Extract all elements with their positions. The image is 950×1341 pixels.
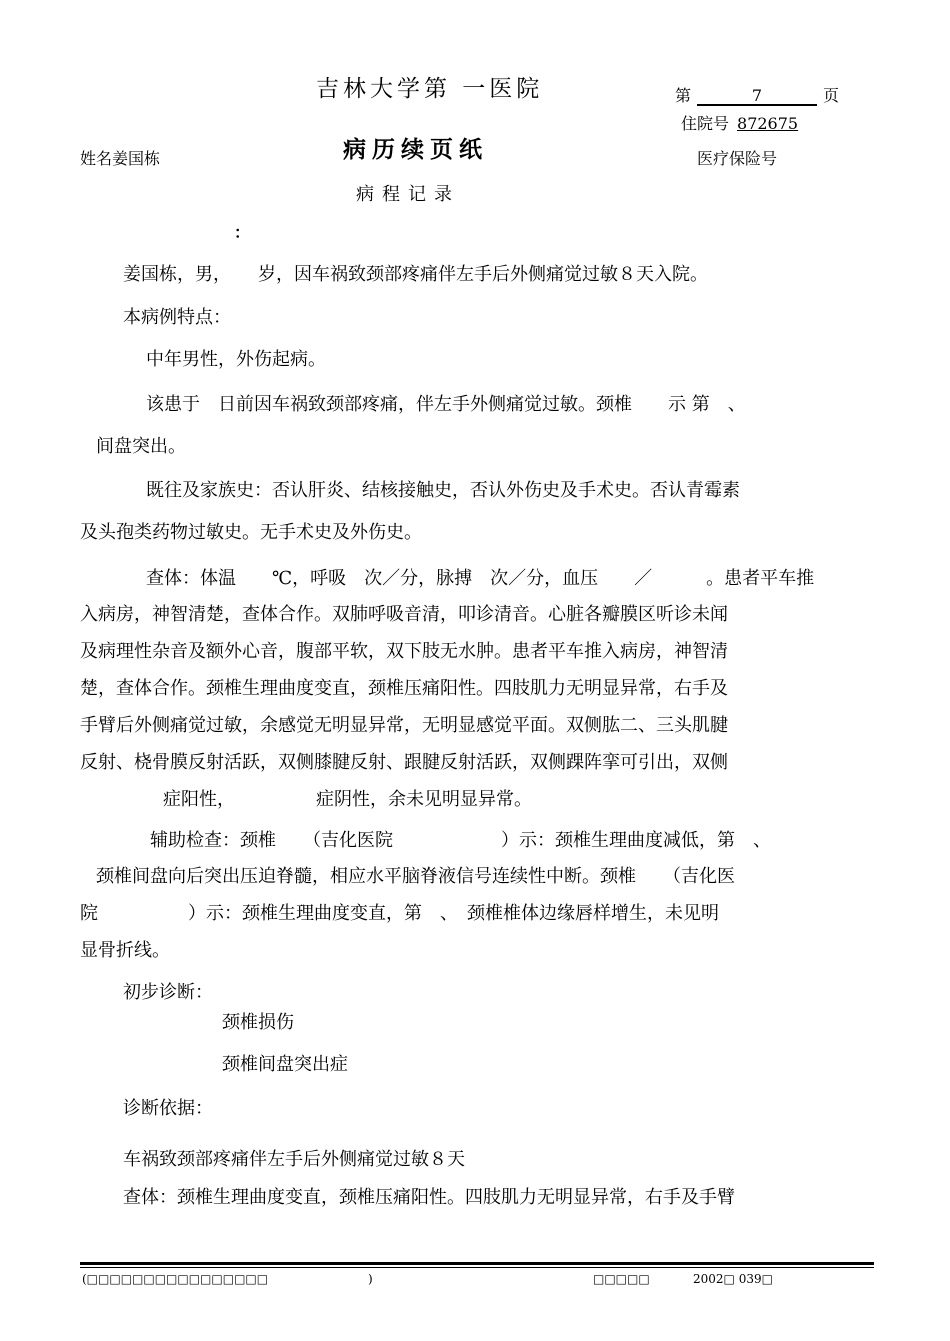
footer-divider	[80, 1262, 874, 1265]
hospital-name: 吉林大学第 一医院	[316, 76, 544, 102]
line-aux-3: 院 ）示：颈椎生理曲度变直，第 、 颈椎椎体边缘唇样增生，未见明	[80, 903, 719, 924]
line-diagnosis-2: 颈椎间盘突出症	[222, 1054, 348, 1075]
page-number-line	[675, 83, 839, 106]
admission-number: 872675	[737, 114, 799, 133]
line-exam-1: 查体：体温 ℃，呼吸 次／分，脉搏 次／分，血压 ／ 。患者平车推	[146, 568, 815, 589]
admission-label: 住院号	[681, 114, 730, 133]
page-prefix: 第	[675, 86, 692, 105]
line-basis-1: 车祸致颈部疼痛伴左手后外侧痛觉过敏８天	[123, 1149, 465, 1170]
line-diagnosis-heading: 初步诊断：	[123, 982, 213, 1003]
line-aux-2: 颈椎间盘向后突出压迫脊髓，相应水平脑脊液信号连续性中断。颈椎 （吉化医	[96, 866, 735, 887]
line-feature-1: 中年男性，外伤起病。	[146, 349, 326, 370]
line-diagnosis-1: 颈椎损伤	[222, 1012, 294, 1033]
page-suffix: 页	[823, 86, 840, 105]
patient-name: 姓名姜国栋	[80, 149, 161, 168]
line-exam-3: 及病理性杂音及额外心音，腹部平软，双下肢无水肿。患者平车推入病房，神智清	[80, 641, 728, 662]
line-feature-2b: 间盘突出。	[96, 436, 186, 457]
line-aux-1: 辅助检查：颈椎 （吉化医院 ）示：颈椎生理曲度减低，第 、	[150, 830, 771, 851]
colon-mark: ：	[234, 223, 251, 242]
line-feature-2: 该患于 日前因车祸致颈部疼痛，伴左手外侧痛觉过敏。颈椎 示 第 、	[146, 394, 746, 415]
page-subtitle: 病程记录	[356, 184, 460, 205]
line-chief-complaint: 姜国栋，男， 岁，因车祸致颈部疼痛伴左手后外侧痛觉过敏８天入院。	[123, 264, 708, 285]
line-basis-2: 查体：颈椎生理曲度变直，颈椎压痛阳性。四肢肌力无明显异常，右手及手臂	[123, 1187, 735, 1208]
line-exam-7: 症阳性， 症阴性，余未见明显异常。	[163, 789, 532, 810]
line-exam-5: 手臂后外侧痛觉过敏，余感觉无明显异常，无明显感觉平面。双侧肱二、三头肌腱	[80, 715, 728, 736]
footer-left: (□□□□□□□□□□□□□□□□	[82, 1272, 269, 1286]
line-basis-heading: 诊断依据：	[123, 1098, 213, 1119]
line-exam-4: 楚，查体合作。颈椎生理曲度变直，颈椎压痛阳性。四肢肌力无明显异常，右手及	[80, 678, 728, 699]
footer-code: 2002□ 039□	[693, 1272, 773, 1286]
admission-number-line	[681, 111, 798, 134]
footer-divider-thin	[80, 1267, 874, 1268]
footer-mid: □□□□□	[593, 1272, 650, 1286]
line-history-2: 及头孢类药物过敏史。无手术史及外伤史。	[80, 522, 422, 543]
footer-left-close: )	[368, 1272, 373, 1286]
page-title: 病历续页纸	[343, 137, 488, 163]
line-history-1: 既往及家族史：否认肝炎、结核接触史，否认外伤史及手术史。否认青霉素	[146, 480, 740, 501]
page-number: 7	[697, 88, 817, 106]
line-exam-2: 入病房，神智清楚，查体合作。双肺呼吸音清，叩诊清音。心脏各瓣膜区听诊未闻	[80, 604, 728, 625]
line-aux-4: 显骨折线。	[80, 940, 170, 961]
line-features-heading: 本病例特点：	[123, 307, 231, 328]
line-exam-6: 反射、桡骨膜反射活跃，双侧膝腱反射、跟腱反射活跃，双侧踝阵挛可引出，双侧	[80, 752, 728, 773]
insurance-label: 医疗保险号	[697, 149, 778, 168]
